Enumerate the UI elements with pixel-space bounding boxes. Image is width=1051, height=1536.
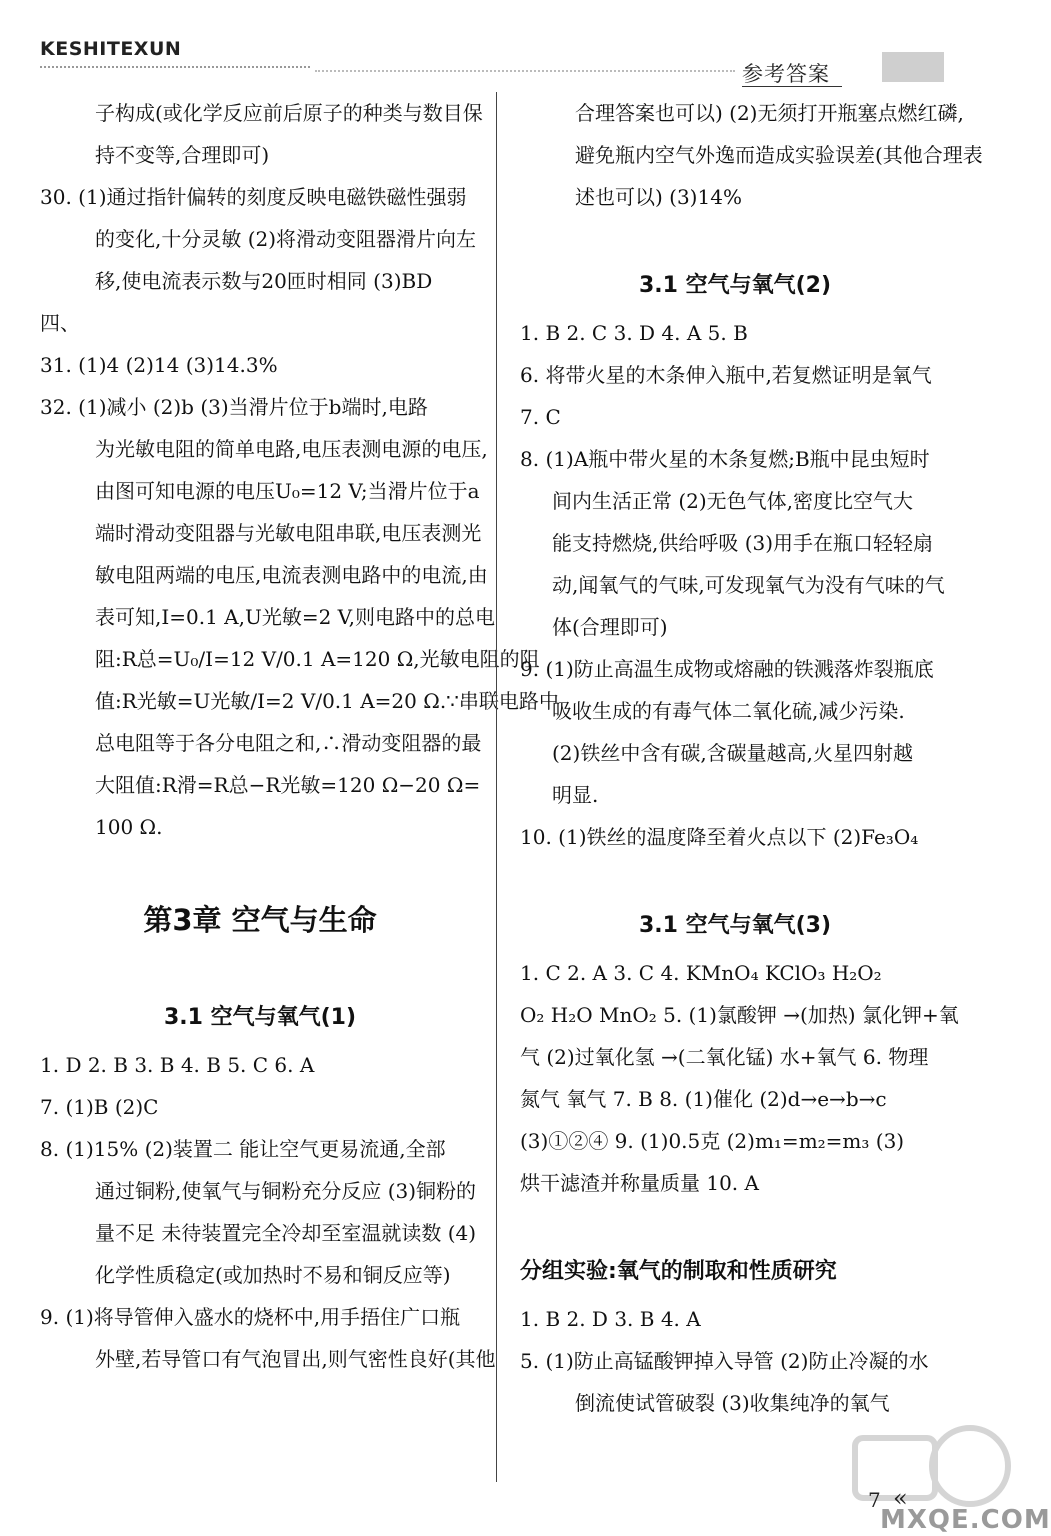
answer-line: 量不足 未待装置完全冷却至室温就读数 (4)	[95, 1221, 477, 1245]
answer-line: 1. B 2. D 3. B 4. A	[520, 1307, 701, 1331]
answer-line: 100 Ω.	[95, 815, 163, 839]
answer-line: 10. (1)铁丝的温度降至着火点以下 (2)Fe₃O₄	[520, 825, 919, 849]
answer-line: 氮气 氧气 7. B 8. (1)催化 (2)d→e→b→c	[520, 1087, 887, 1111]
answer-line: 值:R光敏=U光敏/I=2 V/0.1 A=20 Ω.∵串联电路中	[95, 689, 559, 713]
answer-line: 移,使电流表示数与20匝时相同 (3)BD	[95, 269, 433, 293]
answer-line: 6. 将带火星的木条伸入瓶中,若复燃证明是氧气	[520, 363, 932, 387]
answer-line: 端时滑动变阻器与光敏电阻串联,电压表测光	[95, 521, 482, 545]
header-gray-block	[882, 52, 944, 82]
column-divider	[496, 92, 497, 1482]
answer-line: 持不变等,合理即可)	[95, 143, 270, 167]
answer-line: 四、	[40, 311, 80, 335]
answer-line: 化学性质稳定(或加热时不易和铜反应等)	[95, 1263, 451, 1287]
section-heading: 分组实验:氧气的制取和性质研究	[520, 1259, 837, 1284]
answer-line: 合理答案也可以) (2)无须打开瓶塞点燃红磷,	[575, 101, 964, 125]
answer-line: 5. (1)防止高锰酸钾掉入导管 (2)防止冷凝的水	[520, 1349, 929, 1373]
answer-line: 明显.	[552, 783, 599, 807]
answer-line: 气 (2)过氧化氢 →(二氧化锰) 水+氧气 6. 物理	[520, 1045, 929, 1069]
answer-line: 通过铜粉,使氧气与铜粉充分反应 (3)铜粉的	[95, 1179, 477, 1203]
page-number: 7	[868, 1488, 881, 1512]
answer-line: 7. C	[520, 405, 561, 429]
answer-line: 的变化,十分灵敏 (2)将滑动变阻器滑片向左	[95, 227, 477, 251]
answer-line: 由图可知电源的电压U₀=12 V;当滑片位于a	[95, 479, 480, 503]
answer-line: 避免瓶内空气外逸而造成实验误差(其他合理表	[575, 143, 983, 167]
section-heading: 3.1 空气与氧气(1)	[163, 1005, 357, 1030]
spacer	[520, 218, 950, 260]
answer-line: O₂ H₂O MnO₂ 5. (1)氯酸钾 →(加热) 氯化钾+氧	[520, 1003, 959, 1027]
header-underline	[742, 86, 842, 87]
answer-line: 敏电阻两端的电压,电流表测电路中的电流,由	[95, 563, 488, 587]
answer-line: 吸收生成的有毒气体二氧化硫,减少污染.	[552, 699, 905, 723]
spacer	[520, 858, 950, 900]
answer-line: 7. (1)B (2)C	[40, 1095, 159, 1119]
answer-line: 8. (1)15% (2)装置二 能让空气更易流通,全部	[40, 1137, 446, 1161]
answer-line: 8. (1)A瓶中带火星的木条复燃;B瓶中昆虫短时	[520, 447, 930, 471]
answer-line: 30. (1)通过指针偏转的刻度反映电磁铁磁性强弱	[40, 185, 467, 209]
spacer	[520, 1204, 950, 1246]
answer-line: 31. (1)4 (2)14 (3)14.3%	[40, 353, 278, 377]
section-tag: 参考答案	[742, 62, 830, 86]
answer-line: 总电阻等于各分电阻之和,∴滑动变阻器的最	[95, 731, 482, 755]
answer-line: 能支持燃烧,供给呼吸 (3)用手在瓶口轻轻扇	[552, 531, 934, 555]
answer-line: 9. (1)将导管伸入盛水的烧杯中,用手捂住广口瓶	[40, 1305, 461, 1329]
spacer	[40, 848, 480, 890]
double-chevron-left-icon: «	[893, 1484, 908, 1512]
chapter-title: 第3章 空气与生命	[143, 903, 377, 937]
answer-line: 子构成(或化学反应前后原子的种类与数目保	[95, 101, 483, 125]
answer-line: 1. D 2. B 3. B 4. B 5. C 6. A	[40, 1053, 315, 1077]
section-heading: 3.1 空气与氧气(3)	[638, 913, 832, 938]
answer-line: (2)铁丝中含有碳,含碳量越高,火星四射越	[552, 741, 914, 765]
answer-line: 1. C 2. A 3. C 4. KMnO₄ KClO₃ H₂O₂	[520, 961, 882, 985]
answer-line: 阻:R总=U₀/I=12 V/0.1 A=120 Ω,光敏电阻的阻	[95, 647, 540, 671]
page-header	[0, 0, 1025, 90]
answer-line: 1. B 2. C 3. D 4. A 5. B	[520, 321, 748, 345]
answer-line: 32. (1)减小 (2)b (3)当滑片位于b端时,电路	[40, 395, 428, 419]
watermark-text: MXQE.COM	[880, 1505, 1051, 1535]
answer-line: 间内生活正常 (2)无色气体,密度比空气大	[552, 489, 914, 513]
spacer	[40, 950, 480, 992]
right-column	[520, 92, 983, 1424]
brand-label: KESHITEXUN	[40, 38, 182, 60]
section-heading: 3.1 空气与氧气(2)	[638, 273, 832, 298]
answer-line: 体(合理即可)	[552, 615, 668, 639]
answer-line: 动,闻氧气的气味,可发现氧气为没有气味的气	[552, 573, 945, 597]
answer-line: 表可知,I=0.1 A,U光敏=2 V,则电路中的总电	[95, 605, 495, 629]
answer-line: 烘干滤渣并称量质量 10. A	[520, 1171, 759, 1195]
answer-line: 倒流使试管破裂 (3)收集纯净的氧气	[575, 1391, 890, 1415]
answer-line: 述也可以) (3)14%	[575, 185, 742, 209]
answer-line: 外壁,若导管口有气泡冒出,则气密性良好(其他	[95, 1347, 496, 1371]
header-dotted-rule-left	[40, 66, 310, 68]
answer-line: 9. (1)防止高温生成物或熔融的铁溅落炸裂瓶底	[520, 657, 934, 681]
answer-line: 大阻值:R滑=R总−R光敏=120 Ω−20 Ω=	[95, 773, 481, 797]
answer-line: 为光敏电阻的简单电路,电压表测电源的电压,	[95, 437, 488, 461]
answer-line: (3)①②④ 9. (1)0.5克 (2)m₁=m₂=m₃ (3)	[520, 1129, 905, 1153]
header-dotted-rule-mid	[315, 70, 735, 72]
